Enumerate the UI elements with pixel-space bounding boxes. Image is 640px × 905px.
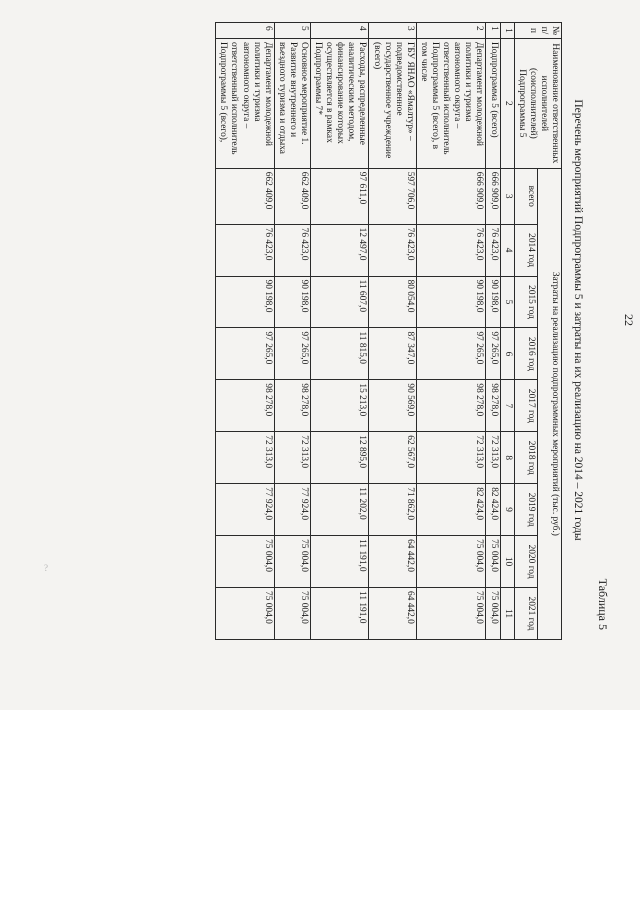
column-number: 2 <box>500 38 514 168</box>
row-no: 3 <box>369 23 416 39</box>
year-header: 2020 год <box>514 536 538 588</box>
row-no: 1 <box>486 23 500 39</box>
row-total: 666 909,0 <box>416 168 486 224</box>
row-value: 72 313,0 <box>274 432 310 484</box>
table-row <box>216 23 274 640</box>
row-total: 666 909,0 <box>486 168 500 224</box>
column-number: 8 <box>500 432 514 484</box>
row-value: 76 423,0 <box>369 224 416 276</box>
row-no: 5 <box>274 23 310 39</box>
year-header: 2015 год <box>514 276 538 328</box>
row-value: 98 278,0 <box>486 380 500 432</box>
row-value: 15 213,0 <box>311 380 369 432</box>
row-value: 72 313,0 <box>416 432 486 484</box>
row-value: 75 004,0 <box>216 588 274 640</box>
row-value: 11 202,0 <box>311 484 369 536</box>
row-value: 76 423,0 <box>416 224 486 276</box>
column-number-row <box>500 23 514 640</box>
row-value: 76 423,0 <box>486 224 500 276</box>
column-number: 1 <box>500 23 514 39</box>
row-total: 662 409,0 <box>274 168 310 224</box>
row-value: 97 265,0 <box>486 328 500 380</box>
row-value: 75 004,0 <box>274 588 310 640</box>
row-value: 62 567,0 <box>369 432 416 484</box>
column-number: 6 <box>500 328 514 380</box>
row-value: 11 191,0 <box>311 536 369 588</box>
col-total-header: всего <box>514 168 538 224</box>
row-value: 87 347,0 <box>369 328 416 380</box>
row-value: 90 198,0 <box>416 276 486 328</box>
row-value: 64 442,0 <box>369 536 416 588</box>
row-value: 11 607,0 <box>311 276 369 328</box>
row-value: 71 862,0 <box>369 484 416 536</box>
row-value: 76 423,0 <box>274 224 310 276</box>
row-value: 77 924,0 <box>216 484 274 536</box>
row-value: 72 313,0 <box>486 432 500 484</box>
row-value: 75 004,0 <box>486 588 500 640</box>
table-label: Таблица 5 <box>596 578 610 630</box>
row-value: 82 424,0 <box>416 484 486 536</box>
row-total: 662 409,0 <box>216 168 274 224</box>
row-value: 75 004,0 <box>416 588 486 640</box>
table-heading: Перечень мероприятий Подпрограммы 5 и затраты на их реализацию на 2014 – 2021 годы <box>572 99 584 541</box>
costs-table <box>215 22 562 640</box>
header-row-top <box>538 23 562 640</box>
page-number: 22 <box>622 314 636 326</box>
year-header: 2017 год <box>514 380 538 432</box>
row-value: 97 265,0 <box>416 328 486 380</box>
year-header: 2018 год <box>514 432 538 484</box>
rotated-content <box>180 0 640 640</box>
costs-group-header: Затраты на реализацию подпрограммных мероприятий (тыс. руб.) <box>538 168 562 639</box>
col-name-header: Наименование ответственных исполнителей (соисполнителей) Подпрограммы 5 <box>514 38 561 168</box>
row-value: 97 265,0 <box>216 328 274 380</box>
row-value: 90 198,0 <box>486 276 500 328</box>
column-number: 9 <box>500 484 514 536</box>
row-value: 90 198,0 <box>216 276 274 328</box>
row-total: 97 611,0 <box>311 168 369 224</box>
row-value: 98 278,0 <box>216 380 274 432</box>
row-value: 11 815,0 <box>311 328 369 380</box>
row-value: 75 004,0 <box>216 536 274 588</box>
row-value: 90 198,0 <box>274 276 310 328</box>
row-value: 75 004,0 <box>416 536 486 588</box>
column-number: 5 <box>500 276 514 328</box>
year-header: 2014 год <box>514 224 538 276</box>
table-row <box>274 23 310 640</box>
row-no: 6 <box>216 23 274 39</box>
row-name: ГБУ ЯНАО «Ямалтур» – подведомственное государственное учреждение (всего) <box>369 38 416 168</box>
row-name: Департамент молодежной политики и туризма автономного округа – ответственный исполнитель Подпрограммы 5 (всего), в том числе <box>416 38 486 168</box>
row-value: 76 423,0 <box>216 224 274 276</box>
row-value: 12 497,0 <box>311 224 369 276</box>
row-value: 77 924,0 <box>274 484 310 536</box>
row-value: 98 278,0 <box>416 380 486 432</box>
table-row <box>369 23 416 640</box>
column-number: 7 <box>500 380 514 432</box>
row-no: 2 <box>416 23 486 39</box>
year-header: 2016 год <box>514 328 538 380</box>
column-number: 3 <box>500 168 514 224</box>
table-row <box>311 23 369 640</box>
row-value: 64 442,0 <box>369 588 416 640</box>
column-number: 11 <box>500 588 514 640</box>
row-value: 75 004,0 <box>274 536 310 588</box>
table-row <box>416 23 486 640</box>
row-value: 72 313,0 <box>216 432 274 484</box>
row-name: Подпрограмма 5 (всего) <box>486 38 500 168</box>
row-value: 97 265,0 <box>274 328 310 380</box>
column-number: 10 <box>500 536 514 588</box>
stray-mark: ? <box>44 563 48 573</box>
year-header: 2019 год <box>514 484 538 536</box>
row-value: 98 278,0 <box>274 380 310 432</box>
row-no: 4 <box>311 23 369 39</box>
row-value: 82 424,0 <box>486 484 500 536</box>
row-value: 75 004,0 <box>486 536 500 588</box>
row-name: Расходы, распределенные аналитическим методом, финансирование которых осуществляется в рамках Подпрограммы 7* <box>311 38 369 168</box>
row-name: Основное мероприятие 1. Развитие внутреннего и въездного туризма и отдыха <box>274 38 310 168</box>
row-value: 80 054,0 <box>369 276 416 328</box>
col-no-header: № п/п <box>514 23 561 39</box>
row-value: 11 191,0 <box>311 588 369 640</box>
table-row <box>486 23 500 640</box>
row-value: 12 895,0 <box>311 432 369 484</box>
year-header: 2021 год <box>514 588 538 640</box>
column-number: 4 <box>500 224 514 276</box>
row-value: 90 569,0 <box>369 380 416 432</box>
row-total: 597 706,0 <box>369 168 416 224</box>
row-name: Департамент молодежной политики и туризма автономного округа – ответственный исполнитель Подпрограммы 5 (всего), <box>216 38 274 168</box>
